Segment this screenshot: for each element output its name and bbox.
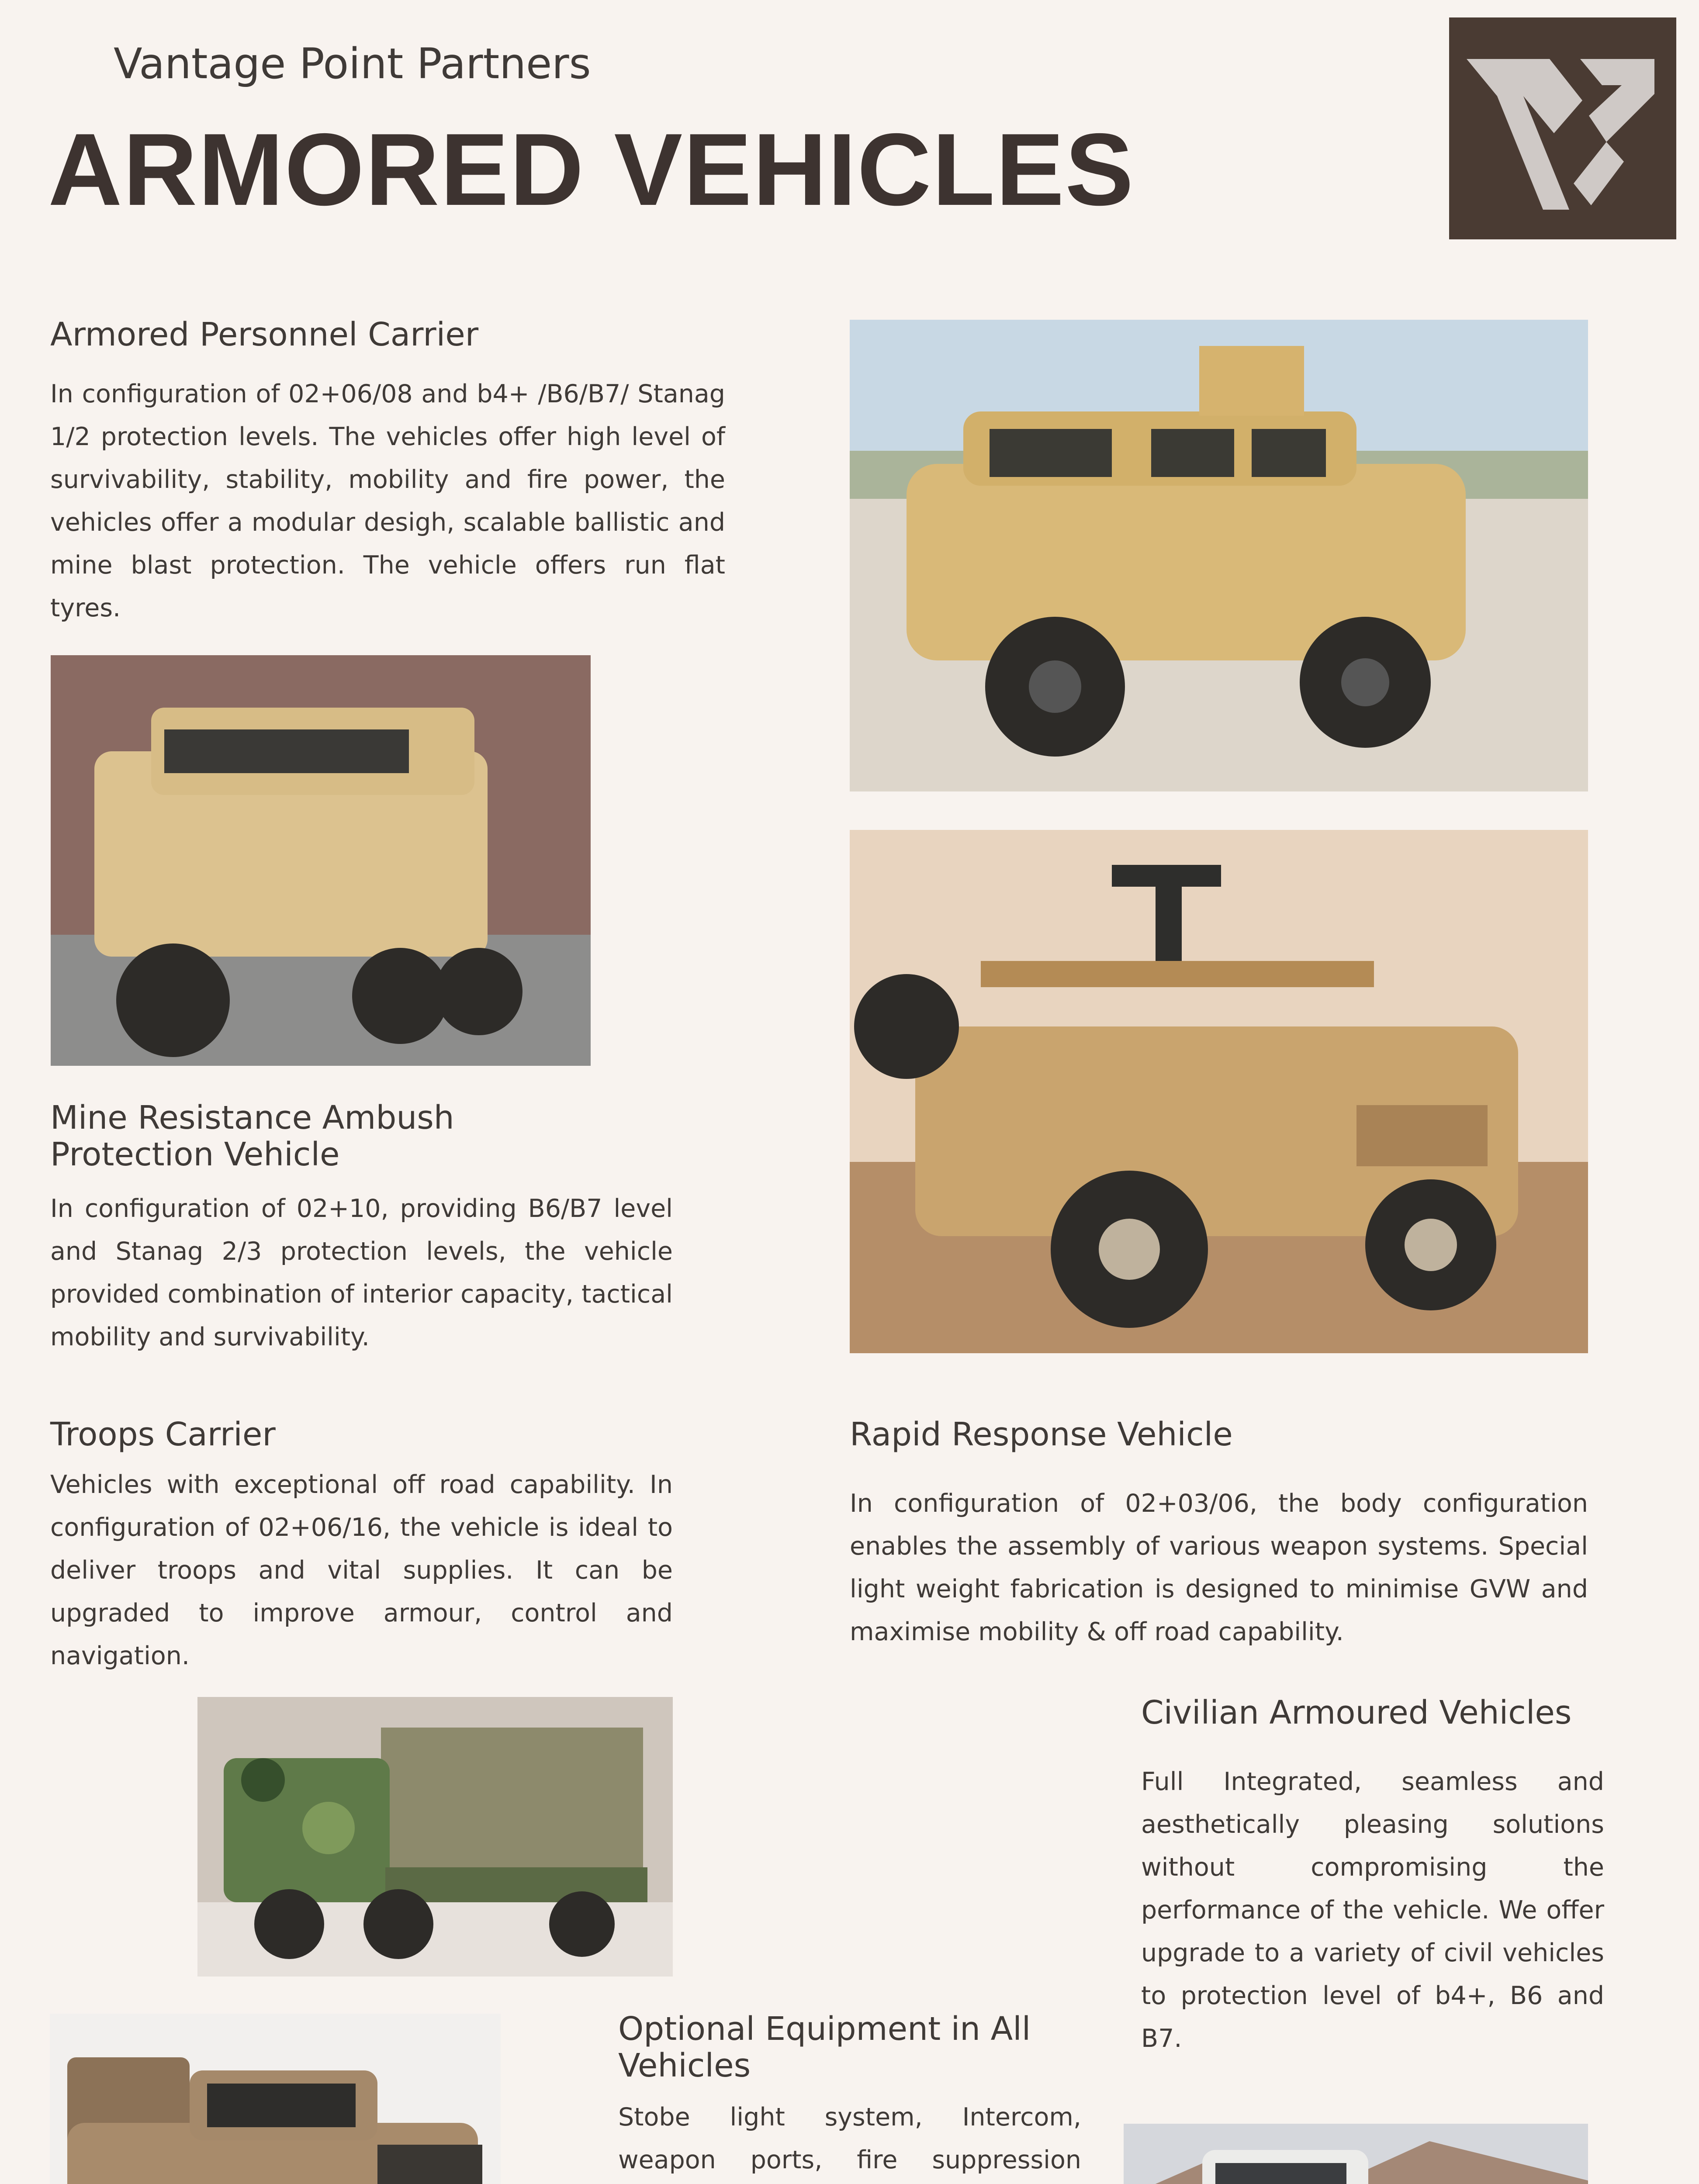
- optional-heading-line1: Optional Equipment in All: [618, 2010, 1031, 2048]
- apc-desert-photo: [850, 320, 1588, 791]
- apc-heading: Armored Personnel Carrier: [50, 316, 479, 353]
- pickup-cabin-photo: [50, 2014, 501, 2184]
- page-title: ARMORED VEHICLES: [48, 112, 1135, 227]
- optional-heading-line2: Vehicles: [618, 2046, 751, 2084]
- apc-description: In configuration of 02+06/08 and b4+ /B6/B7/ Stanag 1/2 protection levels. The vehicles offer high level of survivability, stability, mobility and fire power, the vehicles offer a modular desigh, scalable ballistic and mine blast protection. The vehicle offers run flat tyres.: [50, 380, 725, 622]
- mrap-heading: [50, 1100, 723, 1173]
- civilian-heading: Civilian Armoured Vehicles: [1141, 1694, 1572, 1731]
- mrap-heading-line2: Protection Vehicle: [50, 1135, 340, 1173]
- rapid-response-photo: [850, 830, 1588, 1353]
- mrap-description: In configuration of 02+10, providing B6/B7 level and Stanag 2/3 protection levels, the vehicle provided combination of interior capacity, tactical mobility and survivability.: [50, 1194, 673, 1351]
- white-pickup-photo: [1124, 2124, 1588, 2184]
- rapid-heading: Rapid Response Vehicle: [850, 1416, 1233, 1453]
- troops-heading: Troops Carrier: [50, 1416, 276, 1453]
- rapid-description: In configuration of 02+03/06, the body configuration enables the assembly of various weapon systems. Special light weight fabrication is designed to minimise GVW and maximise mobility & off road capability.: [850, 1489, 1588, 1646]
- vp-logo-icon: [1449, 17, 1676, 239]
- company-logo: [1449, 17, 1676, 239]
- troops-description: Vehicles with exceptional off road capability. In configuration of 02+06/16, the vehicle is ideal to deliver troops and vital supplies. It can be upgraded to improve armour, control and navigation.: [50, 1470, 673, 1670]
- optional-heading: [618, 2011, 1121, 2084]
- civilian-description: Full Integrated, seamless and aesthetically pleasing solutions without compromising the performance of the vehicle. We offer upgrade to a variety of civil vehicles to protection level of b4+, B6 and B7.: [1141, 1767, 1604, 2053]
- optional-description: Stobe light system, Intercom, weapon ports, fire suppression: [618, 2103, 1081, 2174]
- troops-truck-photo: [197, 1697, 673, 1977]
- apc-6x6-photo: [51, 655, 591, 1066]
- mrap-heading-line1: Mine Resistance Ambush: [50, 1099, 454, 1137]
- company-name: Vantage Point Partners: [114, 39, 591, 88]
